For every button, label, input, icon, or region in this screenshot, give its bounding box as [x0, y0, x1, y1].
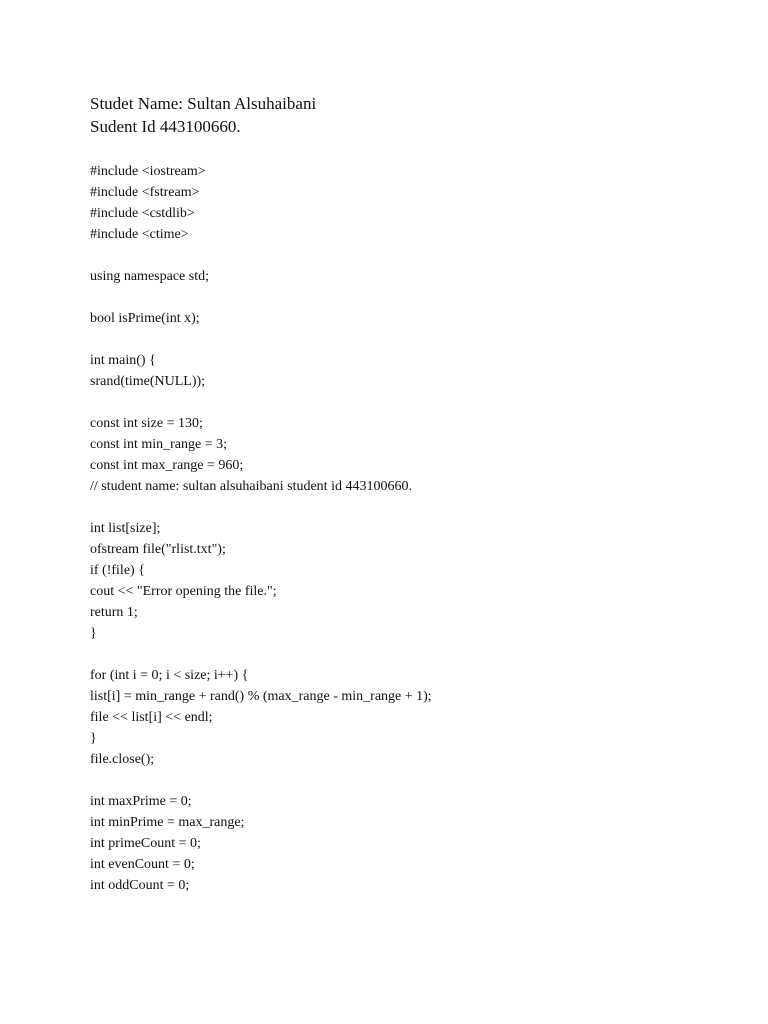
blank-line — [90, 497, 432, 518]
student-id: Sudent Id 443100660. — [90, 117, 241, 136]
blank-line — [90, 644, 432, 665]
code-line: using namespace std; — [90, 269, 209, 284]
blank-line — [90, 287, 432, 308]
code-line: srand(time(NULL)); — [90, 374, 206, 389]
code-line: list[i] = min_range + rand() % (max_range - min_range + 1); — [90, 689, 432, 704]
blank-line — [90, 245, 432, 266]
code-line: int minPrime = max_range; — [90, 815, 245, 830]
code-line: if (!file) { — [90, 563, 145, 578]
code-line: const int max_range = 960; — [90, 458, 244, 473]
code-line: ofstream file("rlist.txt"); — [90, 542, 226, 557]
code-line: // student name: sultan alsuhaibani student id 443100660. — [90, 479, 412, 494]
code-line: int maxPrime = 0; — [90, 794, 192, 809]
blank-line — [90, 392, 432, 413]
code-line: for (int i = 0; i < size; i++) { — [90, 668, 249, 683]
code-line: int list[size]; — [90, 521, 161, 536]
code-line: int main() { — [90, 353, 156, 368]
code-line: } — [90, 731, 97, 746]
code-line: int evenCount = 0; — [90, 857, 195, 872]
code-line: return 1; — [90, 605, 138, 620]
student-name: Studet Name: Sultan Alsuhaibani — [90, 94, 317, 113]
code-line: const int size = 130; — [90, 416, 203, 431]
blank-line — [90, 329, 432, 350]
code-line: #include <cstdlib> — [90, 206, 195, 221]
code-line: int oddCount = 0; — [90, 878, 190, 893]
code-line: file.close(); — [90, 752, 155, 767]
student-info — [90, 92, 316, 138]
code-line: file << list[i] << endl; — [90, 710, 213, 725]
code-line: bool isPrime(int x); — [90, 311, 200, 326]
code-line: #include <ctime> — [90, 227, 189, 242]
code-line: #include <iostream> — [90, 164, 206, 179]
code-line: } — [90, 626, 97, 641]
code-listing — [90, 161, 432, 896]
code-line: cout << "Error opening the file."; — [90, 584, 277, 599]
code-line: #include <fstream> — [90, 185, 200, 200]
blank-line — [90, 770, 432, 791]
code-line: const int min_range = 3; — [90, 437, 227, 452]
code-line: int primeCount = 0; — [90, 836, 201, 851]
